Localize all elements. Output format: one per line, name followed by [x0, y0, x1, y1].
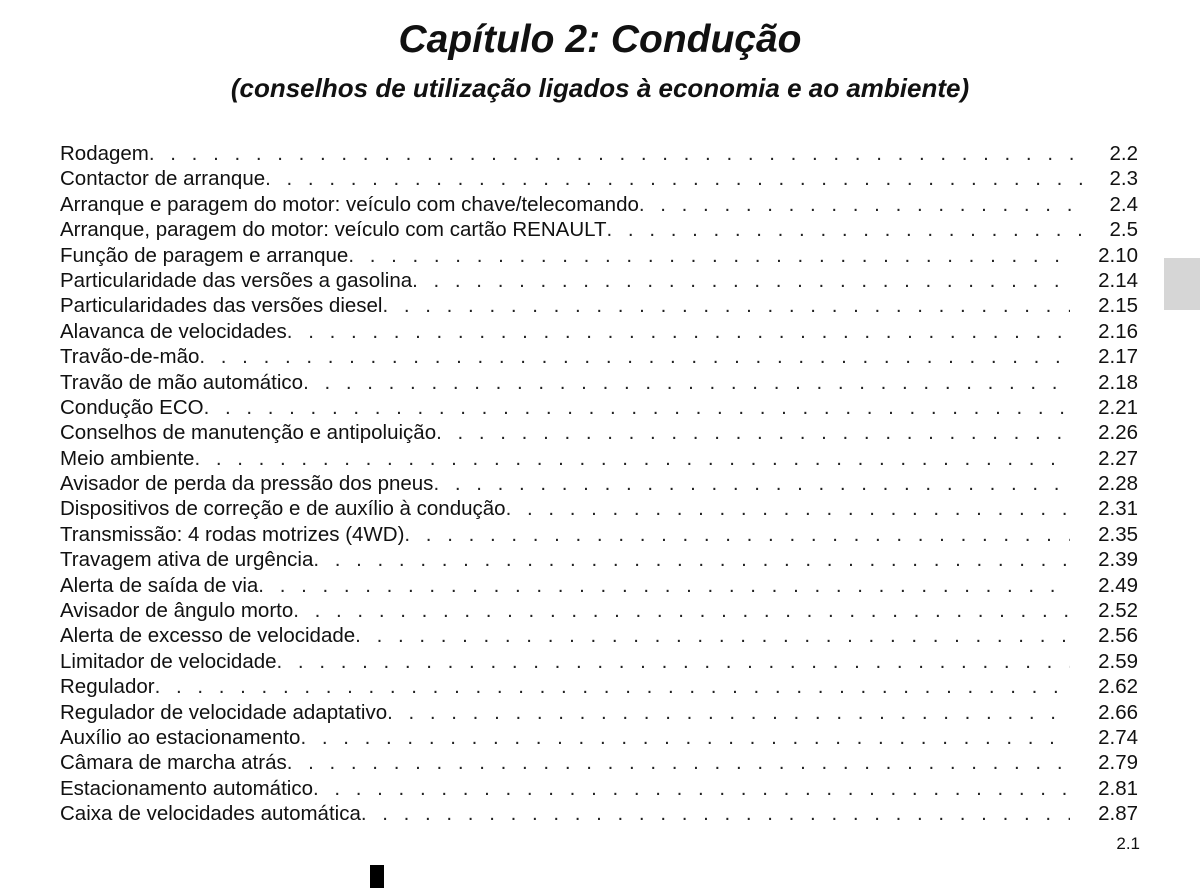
toc-dot-leader	[199, 344, 1070, 369]
toc-dot-leader	[303, 370, 1070, 395]
toc-entry[interactable]	[60, 674, 1138, 699]
toc-entry-label: Condução ECO	[60, 395, 204, 419]
chapter-subtitle: (conselhos de utilização ligados à economia e ao ambiente)	[230, 73, 970, 103]
toc-entry-page: 2.21	[1098, 395, 1138, 419]
toc-dot-leader	[313, 776, 1070, 801]
toc-entry-label: Contactor de arranque	[60, 167, 266, 191]
toc-entry[interactable]	[60, 344, 1138, 369]
toc-entry-page: 2.62	[1098, 675, 1138, 699]
toc-entry-label: Câmara de marcha atrás	[60, 751, 287, 775]
toc-entry[interactable]	[60, 750, 1138, 775]
toc-dot-leader	[287, 319, 1070, 344]
toc-entry-label: Rodagem	[60, 142, 149, 165]
toc-entry-label: Alavanca de velocidades	[60, 319, 287, 343]
toc-entry[interactable]	[60, 649, 1138, 674]
toc-entry-label: Travão de mão automático	[60, 370, 304, 394]
toc-entry-label: Meio ambiente	[60, 446, 195, 470]
toc-dot-leader	[387, 700, 1070, 725]
toc-entry[interactable]	[60, 370, 1138, 395]
print-crop-mark	[370, 865, 384, 888]
toc-entry[interactable]	[60, 598, 1138, 623]
toc-dot-leader	[155, 674, 1071, 699]
toc-entry-label: Auxílio ao estacionamento	[60, 725, 301, 749]
toc-entry[interactable]	[60, 166, 1138, 191]
toc-entry-page: 2.4	[1109, 192, 1138, 216]
toc-entry-page: 2.79	[1098, 751, 1138, 775]
toc-entry-page: 2.18	[1098, 370, 1138, 394]
toc-entry-label: Regulador de velocidade adaptativo	[60, 700, 388, 724]
toc-dot-leader	[194, 446, 1070, 471]
toc-dot-leader	[404, 522, 1070, 547]
toc-entry[interactable]	[60, 573, 1138, 598]
toc-entry-label: Regulador	[60, 675, 155, 699]
toc-entry[interactable]	[60, 217, 1138, 242]
toc-entry[interactable]	[60, 522, 1138, 547]
toc-dot-leader	[412, 268, 1070, 293]
toc-entry-page: 2.16	[1098, 319, 1138, 343]
toc-entry-label: Alerta de excesso de velocidade	[60, 624, 356, 648]
page-number: 2.1	[1116, 834, 1140, 853]
toc-entry-label: Arranque, paragem do motor: veículo com cartão RENAULT	[60, 218, 607, 242]
toc-entry-page: 2.15	[1098, 294, 1138, 318]
toc-entry-page: 2.31	[1098, 497, 1138, 521]
toc-entry[interactable]	[60, 547, 1138, 572]
toc-entry[interactable]	[60, 700, 1138, 725]
toc-entry-page: 2.2	[1109, 142, 1138, 165]
toc-entry-label: Particularidades das versões diesel	[60, 294, 383, 318]
toc-dot-leader	[348, 243, 1070, 268]
toc-dot-leader	[293, 598, 1070, 623]
toc-dot-leader	[258, 573, 1070, 598]
toc-entry-label: Avisador de perda da pressão dos pneus	[60, 472, 434, 496]
toc-entry-page: 2.52	[1098, 599, 1138, 623]
toc-dot-leader	[204, 395, 1071, 420]
toc-dot-leader	[436, 420, 1070, 445]
toc-entry-page: 2.87	[1098, 802, 1138, 826]
toc-dot-leader	[277, 649, 1071, 674]
toc-dot-leader	[149, 141, 1082, 166]
toc-entry-page: 2.10	[1098, 243, 1138, 267]
toc-dot-leader	[265, 166, 1081, 191]
toc-entry-page: 2.39	[1098, 548, 1138, 572]
toc-entry[interactable]	[60, 776, 1138, 801]
toc-entry-label: Travagem ativa de urgência	[60, 548, 314, 572]
toc-entry-page: 2.5	[1109, 218, 1138, 242]
toc-entry[interactable]	[60, 293, 1138, 318]
toc-dot-leader	[382, 293, 1070, 318]
toc-entry[interactable]	[60, 141, 1138, 166]
toc-entry[interactable]	[60, 420, 1138, 445]
toc-entry-page: 2.3	[1109, 167, 1138, 191]
toc-entry-page: 2.81	[1098, 776, 1138, 800]
toc-entry-page: 2.17	[1098, 345, 1138, 369]
toc-entry-page: 2.49	[1098, 573, 1138, 597]
toc-entry-label: Caixa de velocidades automática	[60, 802, 361, 826]
toc-entry-page: 2.14	[1098, 268, 1138, 292]
toc-dot-leader	[355, 623, 1070, 648]
toc-entry-page: 2.59	[1098, 649, 1138, 673]
toc-entry-label: Limitador de velocidade	[60, 649, 277, 673]
toc-entry[interactable]	[60, 268, 1138, 293]
toc-entry-page: 2.27	[1098, 446, 1138, 470]
toc-entry-label: Avisador de ângulo morto	[60, 599, 294, 623]
toc-entry-label: Dispositivos de correção e de auxílio à condução	[60, 497, 506, 521]
toc-dot-leader	[313, 547, 1070, 572]
toc-entry[interactable]	[60, 725, 1138, 750]
chapter-side-tab	[1164, 258, 1200, 310]
toc-entry-label: Travão-de-mão	[60, 345, 200, 369]
toc-dot-leader	[287, 750, 1070, 775]
toc-dot-leader	[300, 725, 1070, 750]
toc-entry-label: Alerta de saída de via	[60, 573, 259, 597]
chapter-title: Capítulo 2: Condução	[398, 18, 802, 61]
toc-entry[interactable]	[60, 801, 1138, 826]
toc-entry-label: Função de paragem e arranque	[60, 243, 349, 267]
toc-entry-page: 2.66	[1098, 700, 1138, 724]
toc-entry-label: Estacionamento automático	[60, 776, 313, 800]
toc-entry-page: 2.35	[1098, 522, 1138, 546]
toc-entry-page: 2.28	[1098, 472, 1138, 496]
toc-entry-label: Transmissão: 4 rodas motrizes (4WD)	[60, 522, 405, 546]
toc-entry[interactable]	[60, 192, 1138, 217]
toc-entry-page: 2.26	[1098, 421, 1138, 445]
toc-entry[interactable]	[60, 319, 1138, 344]
toc-entry[interactable]	[60, 471, 1138, 496]
toc-entry-page: 2.56	[1098, 624, 1138, 648]
toc-entry-label: Arranque e paragem do motor: veículo com chave/telecomando	[60, 192, 639, 216]
toc-entry[interactable]	[60, 395, 1138, 420]
table-of-contents	[60, 141, 1138, 827]
toc-dot-leader	[433, 471, 1070, 496]
toc-entry[interactable]	[60, 446, 1138, 471]
toc-entry-label: Conselhos de manutenção e antipoluição	[60, 421, 437, 445]
toc-dot-leader	[361, 801, 1070, 826]
toc-dot-leader	[607, 217, 1082, 242]
toc-entry-page: 2.74	[1098, 725, 1138, 749]
toc-entry-label: Particularidade das versões a gasolina	[60, 268, 413, 292]
toc-entry[interactable]	[60, 623, 1138, 648]
toc-entry[interactable]	[60, 243, 1138, 268]
toc-entry[interactable]	[60, 496, 1138, 521]
toc-dot-leader	[639, 192, 1082, 217]
toc-dot-leader	[506, 496, 1071, 521]
